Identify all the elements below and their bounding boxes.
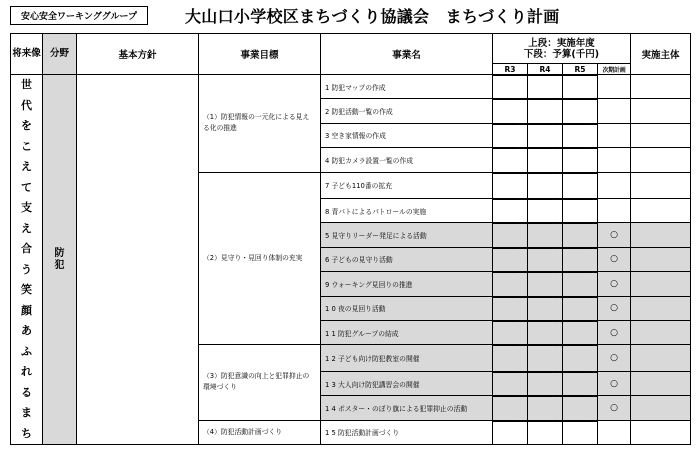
task-name-cell: 1 4 ポスター・のぼり旗による犯罪抑止の活動 — [321, 396, 493, 420]
field-text: 防犯 — [54, 248, 65, 271]
year-cell — [493, 247, 528, 271]
next-plan-cell — [598, 172, 631, 198]
year-cell — [528, 247, 563, 271]
entity-cell — [631, 371, 691, 395]
year-cell — [493, 172, 528, 198]
plan-table — [10, 33, 691, 445]
entity-cell — [631, 247, 691, 271]
year-cell — [528, 420, 563, 444]
year-cell — [563, 199, 598, 223]
next-plan-cell — [598, 199, 631, 223]
field-cell — [43, 75, 77, 445]
next-plan-cell: ○ — [598, 320, 631, 344]
task-name-cell: 9 ウォーキング見回りの推進 — [321, 272, 493, 296]
year-cell — [563, 247, 598, 271]
next-plan-cell — [598, 123, 631, 147]
next-plan-cell: ○ — [598, 371, 631, 395]
year-cell — [528, 199, 563, 223]
year-cell — [528, 148, 563, 172]
header-policy: 基本方針 — [77, 34, 199, 75]
year-cell — [528, 99, 563, 123]
entity-cell — [631, 272, 691, 296]
task-name-cell: 4 防犯カメラ設置一覧の作成 — [321, 148, 493, 172]
task-name-cell: 2 防犯活動一覧の作成 — [321, 99, 493, 123]
header-entity: 実施主体 — [631, 34, 691, 75]
year-cell — [493, 99, 528, 123]
year-cell — [528, 223, 563, 247]
year-cell — [528, 320, 563, 344]
header-field: 分野 — [43, 34, 77, 75]
header-schedule-line1: 上段：実施年度 — [528, 37, 595, 49]
year-cell — [563, 99, 598, 123]
task-name-cell: 1 5 防犯活動計画づくり — [321, 420, 493, 444]
entity-cell — [631, 99, 691, 123]
entity-cell — [631, 199, 691, 223]
header-objective: 事業目標 — [199, 34, 321, 75]
task-name-cell: 1 3 大人向け防犯講習会の開催 — [321, 371, 493, 395]
year-cell — [493, 223, 528, 247]
entity-cell — [631, 320, 691, 344]
year-r4: R4 — [528, 64, 563, 75]
year-cell — [493, 199, 528, 223]
year-cell — [563, 345, 598, 371]
year-cell — [493, 345, 528, 371]
year-cell — [493, 396, 528, 420]
year-cell — [493, 75, 528, 99]
entity-cell — [631, 75, 691, 99]
task-name-cell: 3 空き家情報の作成 — [321, 123, 493, 147]
objective-cell: （2）見守り・見回り体制の充実 — [199, 172, 321, 345]
year-cell — [528, 75, 563, 99]
entity-cell — [631, 148, 691, 172]
header-schedule — [493, 34, 631, 64]
entity-cell — [631, 296, 691, 320]
year-cell — [493, 420, 528, 444]
year-cell — [528, 296, 563, 320]
year-cell — [563, 320, 598, 344]
year-cell — [528, 123, 563, 147]
year-cell — [528, 345, 563, 371]
next-plan-cell: ○ — [598, 345, 631, 371]
year-r5: R5 — [563, 64, 598, 75]
next-plan-cell: ○ — [598, 272, 631, 296]
policy-cell — [77, 75, 199, 445]
objective-cell: （3）防犯意識の向上と犯罪抑止の環境づくり — [199, 345, 321, 420]
vision-text: 世代をこえて支え合う笑顔あふれるまち — [21, 78, 32, 440]
task-name-cell: 5 見守りリーダー発足による活動 — [321, 223, 493, 247]
year-cell — [493, 123, 528, 147]
next-plan-cell: ○ — [598, 296, 631, 320]
vision-cell — [11, 75, 43, 445]
task-name-cell: 1 1 防犯グループの結成 — [321, 320, 493, 344]
year-cell — [563, 223, 598, 247]
year-cell — [493, 272, 528, 296]
year-cell — [563, 371, 598, 395]
year-r3: R3 — [493, 64, 528, 75]
year-cell — [493, 371, 528, 395]
year-cell — [528, 172, 563, 198]
year-cell — [528, 272, 563, 296]
year-next-plan: 次期計画 — [598, 64, 631, 75]
task-name-cell: 7 子ども110番の拡充 — [321, 172, 493, 198]
next-plan-cell: ○ — [598, 247, 631, 271]
next-plan-cell — [598, 75, 631, 99]
year-cell — [563, 172, 598, 198]
objective-cell: （4）防犯活動計画づくり — [199, 420, 321, 444]
header-vision: 将来像 — [11, 34, 43, 75]
entity-cell — [631, 172, 691, 198]
year-cell — [493, 320, 528, 344]
task-name-cell: 8 青パトによるパトロールの実施 — [321, 199, 493, 223]
entity-cell — [631, 345, 691, 371]
next-plan-cell: ○ — [598, 396, 631, 420]
year-cell — [493, 148, 528, 172]
year-cell — [563, 123, 598, 147]
entity-cell — [631, 420, 691, 444]
header-schedule-line2: 下段：予算(千円) — [523, 48, 600, 60]
task-row — [11, 75, 691, 99]
next-plan-cell: ○ — [598, 223, 631, 247]
year-cell — [563, 272, 598, 296]
entity-cell — [631, 223, 691, 247]
working-group-label: 安心安全ワーキンググループ — [10, 6, 148, 25]
year-cell — [563, 420, 598, 444]
entity-cell — [631, 396, 691, 420]
objective-cell: （1）防犯情報の一元化による見える化の推進 — [199, 75, 321, 173]
task-name-cell: 1 0 夜の見回り活動 — [321, 296, 493, 320]
task-name-cell: 1 2 子ども向け防犯教室の開催 — [321, 345, 493, 371]
entity-cell — [631, 123, 691, 147]
year-cell — [563, 148, 598, 172]
page-title: 大山口小学校区まちづくり協議会 まちづくり計画 — [185, 7, 560, 26]
task-name-cell: 1 防犯マップの作成 — [321, 75, 493, 99]
year-cell — [563, 296, 598, 320]
year-cell — [528, 396, 563, 420]
year-cell — [493, 296, 528, 320]
year-cell — [563, 75, 598, 99]
header-task: 事業名 — [321, 34, 493, 75]
year-cell — [563, 396, 598, 420]
task-name-cell: 6 子どもの見守り活動 — [321, 247, 493, 271]
year-cell — [528, 371, 563, 395]
next-plan-cell — [598, 420, 631, 444]
next-plan-cell — [598, 148, 631, 172]
next-plan-cell — [598, 99, 631, 123]
